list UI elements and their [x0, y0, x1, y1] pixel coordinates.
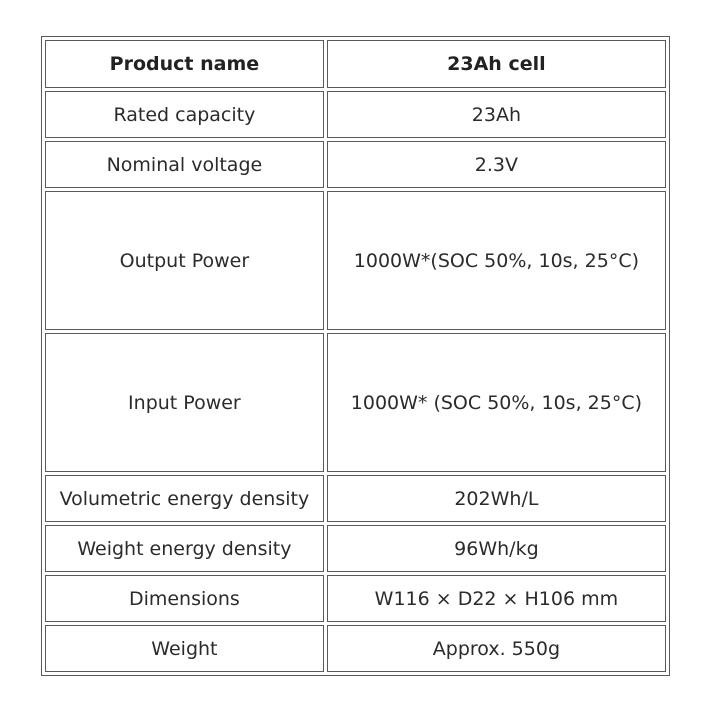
row-label-cell: Weight energy density: [45, 525, 324, 572]
table-row: [45, 141, 666, 188]
row-label-cell: Nominal voltage: [45, 141, 324, 188]
table-row: [45, 333, 666, 472]
row-value-cell: Approx. 550g: [327, 625, 666, 672]
table-row: [45, 191, 666, 330]
row-value-cell: 96Wh/kg: [327, 525, 666, 572]
row-value-cell: 1000W* (SOC 50%, 10s, 25°C): [327, 333, 666, 472]
row-label-cell: Dimensions: [45, 575, 324, 622]
table-row: [45, 575, 666, 622]
row-value-cell: 23Ah: [327, 91, 666, 138]
table-row: [45, 91, 666, 138]
table-row: [45, 525, 666, 572]
row-label-cell: Weight: [45, 625, 324, 672]
row-label-cell: Output Power: [45, 191, 324, 330]
header-label-cell: Product name: [45, 40, 324, 88]
row-value-cell: W116 × D22 × H106 mm: [327, 575, 666, 622]
header-value-cell: 23Ah cell: [327, 40, 666, 88]
row-value-cell: 1000W*(SOC 50%, 10s, 25°C): [327, 191, 666, 330]
row-value-cell: 202Wh/L: [327, 475, 666, 522]
row-label-cell: Volumetric energy density: [45, 475, 324, 522]
row-value-cell: 2.3V: [327, 141, 666, 188]
spec-table: [41, 36, 670, 676]
table-row: [45, 475, 666, 522]
table-header-row: [45, 40, 666, 88]
table-row: [45, 625, 666, 672]
row-label-cell: Input Power: [45, 333, 324, 472]
row-label-cell: Rated capacity: [45, 91, 324, 138]
